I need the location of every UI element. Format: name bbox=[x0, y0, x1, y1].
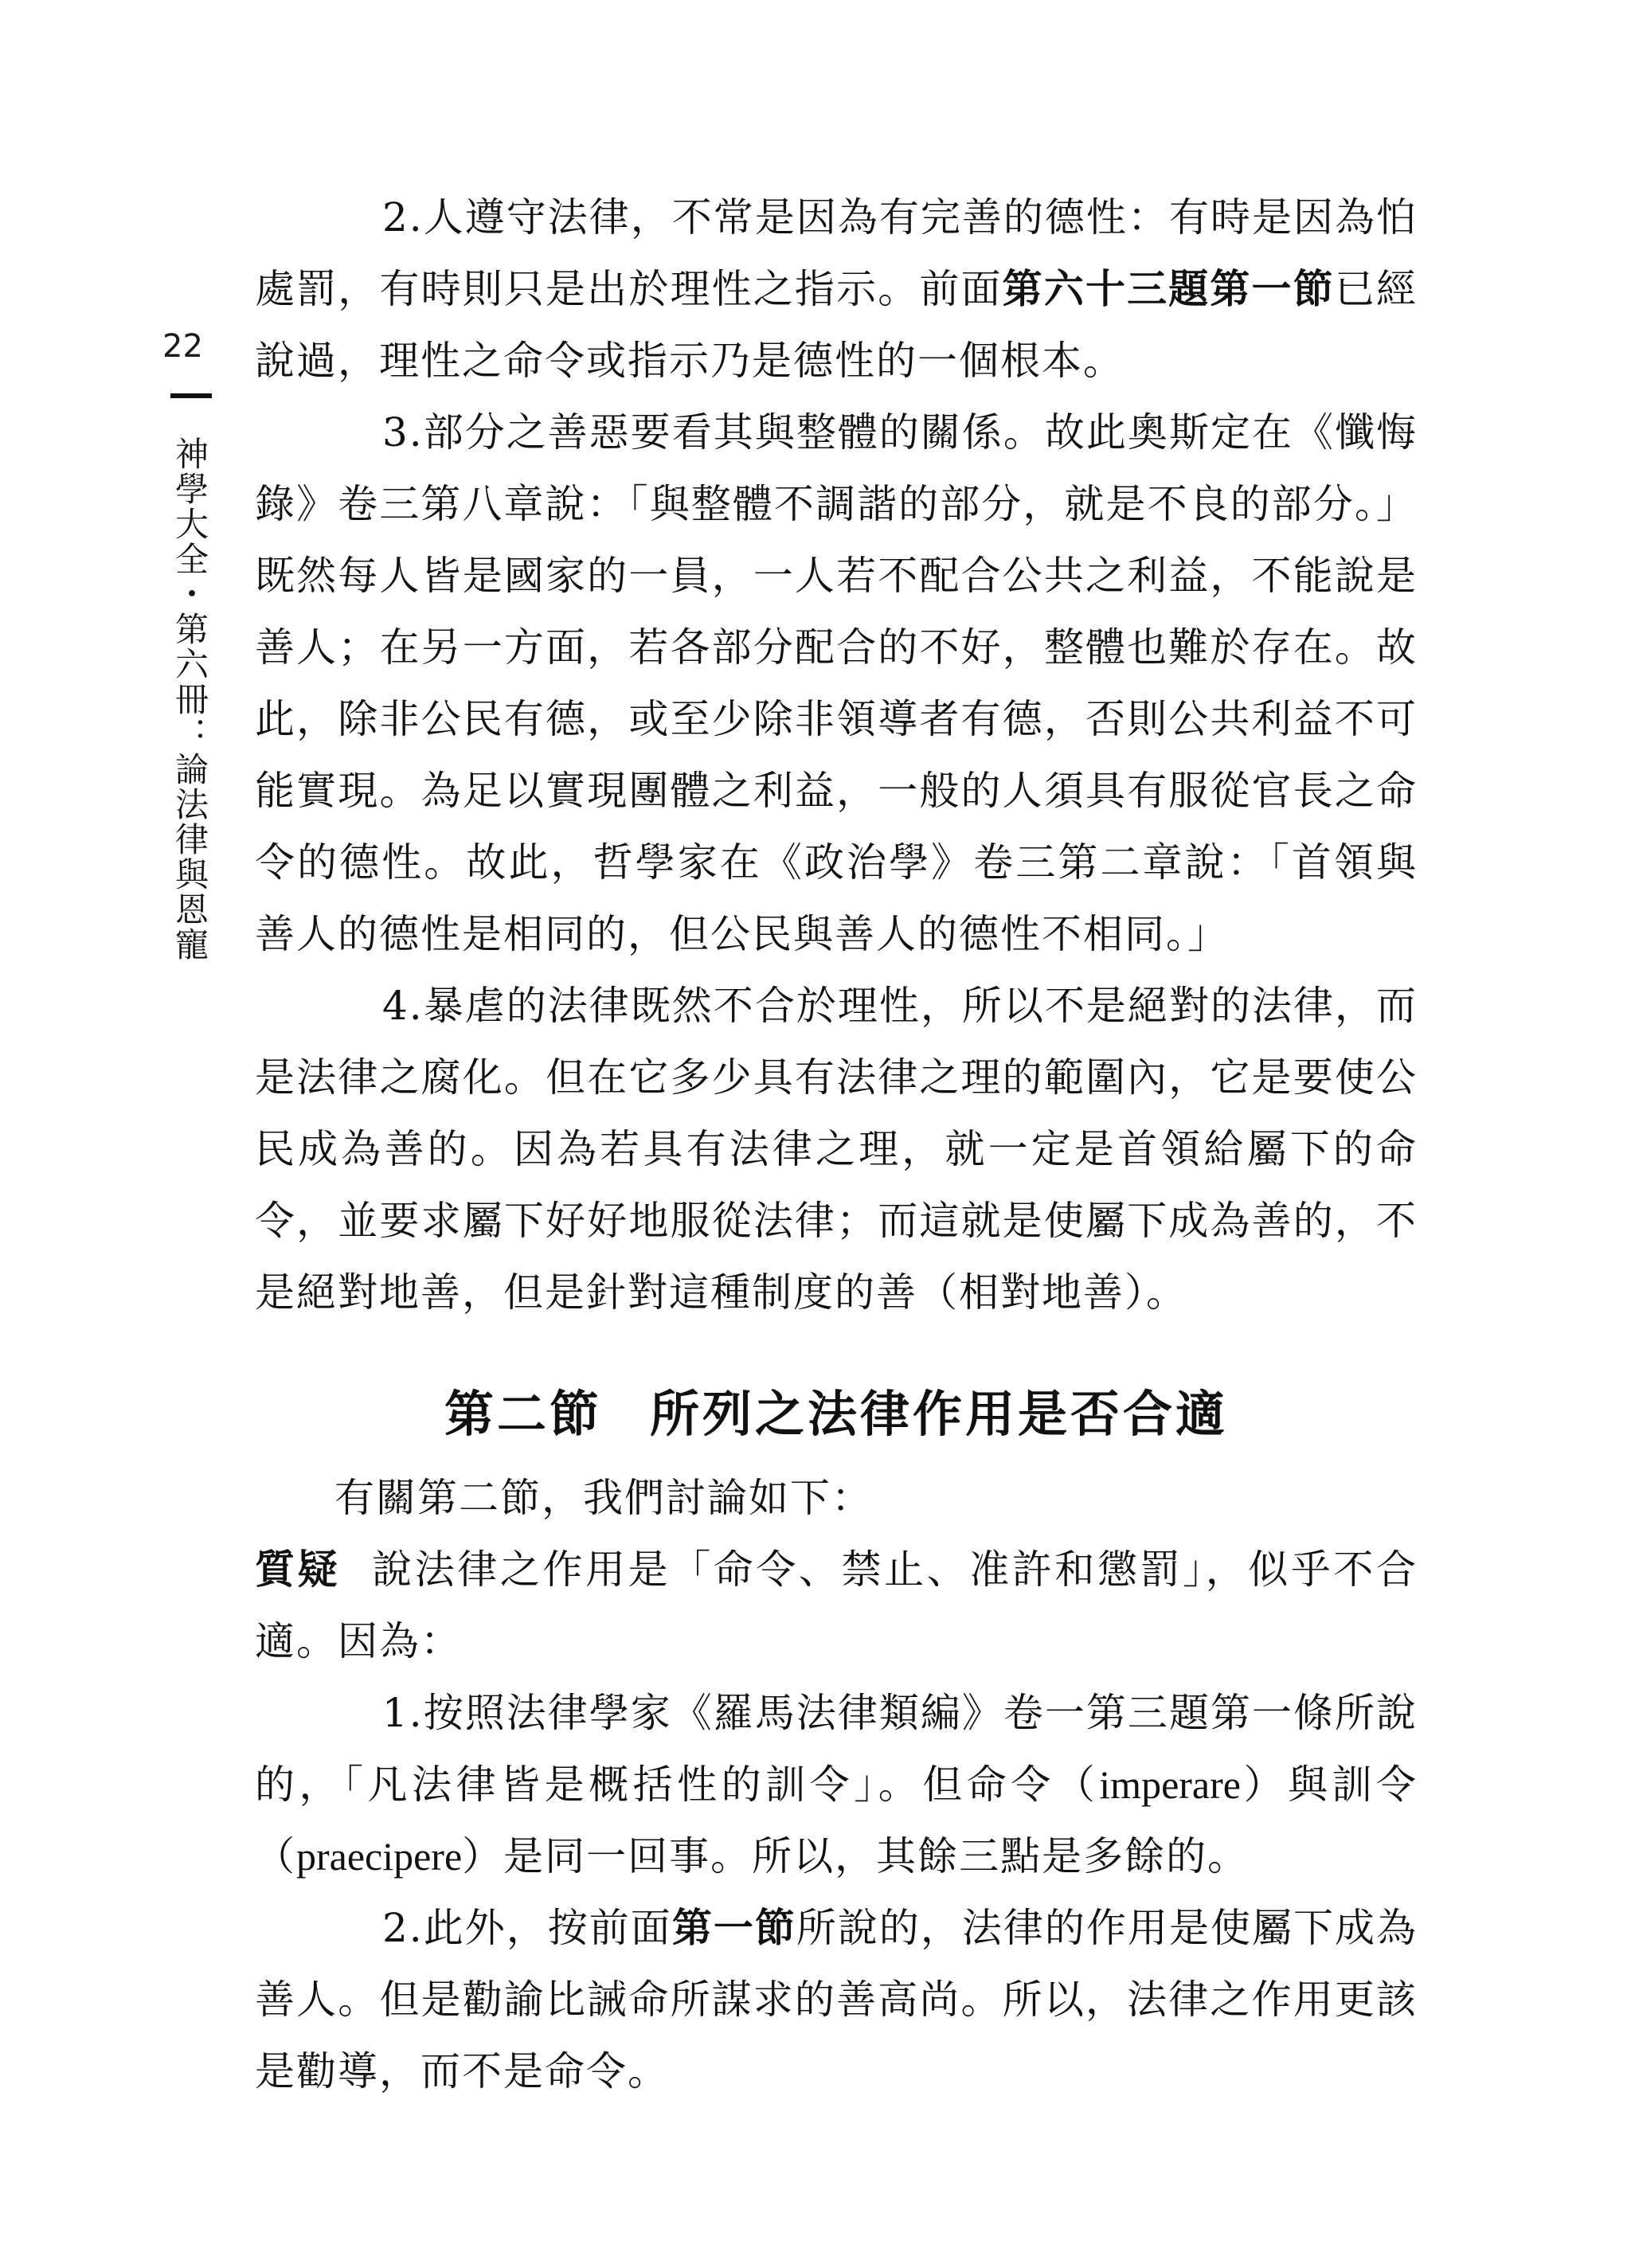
reply-paragraph-4 bbox=[255, 970, 1418, 1328]
paragraph-number: 2. bbox=[382, 194, 424, 240]
paragraph-text: 已經說過，理性之命令或指示乃是德性的一個根本。 bbox=[255, 266, 1418, 384]
paragraph-text: 按照法律學家《羅馬法律類編》卷一第三題第一條所說的，「凡法律皆是概括性的訓令」。但命令（ bbox=[255, 1690, 1418, 1808]
section-title: 所列之法律作用是否合適 bbox=[650, 1385, 1229, 1443]
objection-text: 說法律之作用是「命令、禁止、准許和懲罰」，似乎不合適。因為： bbox=[255, 1547, 1418, 1664]
running-title: 神學大全・第六冊：論法律與恩寵 bbox=[170, 436, 209, 962]
paragraph-number: 3. bbox=[382, 409, 424, 456]
paragraph-text: 所說的，法律的作用是使屬下成為善人。但是勸諭比誡命所謀求的善高尚。所以，法律之作用更該是勸導，而不是命令。 bbox=[255, 1905, 1418, 2094]
objection-point-1 bbox=[255, 1677, 1418, 1892]
objection-paragraph bbox=[255, 1534, 1418, 1677]
paragraph-text: 人遵守法律，不常是因為有完善的德性：有時是因為怕處罰，有時則只是出於理性之指示。前面 bbox=[255, 194, 1418, 312]
section-heading bbox=[255, 1374, 1418, 1454]
article-reference: 第一節 bbox=[671, 1904, 796, 1951]
page-number: 22 bbox=[162, 328, 203, 365]
paragraph-number: 4. bbox=[382, 983, 424, 1029]
reply-paragraph-2 bbox=[255, 182, 1418, 397]
objection-label: 質疑 bbox=[255, 1546, 341, 1593]
paragraph-number: 2. bbox=[382, 1905, 424, 1951]
paragraph-text: ）與訓令（ bbox=[255, 1762, 1418, 1879]
main-text bbox=[255, 182, 1418, 2107]
question-reference: 第六十三題第一節 bbox=[1002, 265, 1335, 312]
section-number: 第二節 bbox=[444, 1385, 602, 1443]
paragraph-number: 1. bbox=[382, 1690, 424, 1736]
latin-term: praecipere bbox=[296, 1834, 463, 1879]
reply-paragraph-3 bbox=[255, 397, 1418, 970]
paragraph-text: 部分之善惡要看其與整體的關係。故此奧斯定在《懺悔錄》卷三第八章說：「與整體不調諧的部分，就是不良的部分。」既然每人皆是國家的一員，一人若不配合公共之利益，不能說是善人；在另一方面，若各部分配合的不好，整體也難於存在。故此，除非公民有德，或至少除非領導者有德，否則公共利益不可能實現。為足以實現團體之利益，一般的人須具有服從官長之命令的德性。故此，哲學家在《政治學》卷三第二章說：「首領與善人的德性是相同的，但公民與善人的德性不相同。」 bbox=[255, 409, 1418, 957]
paragraph-text: 此外，按前面 bbox=[423, 1905, 672, 1951]
margin-rule bbox=[170, 393, 212, 398]
paragraph-text: 暴虐的法律既然不合於理性，所以不是絕對的法律，而是法律之腐化。但在它多少具有法律之理的範圍內，它是要使公民成為善的。因為若具有法律之理，就一定是首領給屬下的命令，並要求屬下好好地服從法律；而這就是使屬下成為善的，不是絕對地善，但是針對這種制度的善（相對地善）。 bbox=[255, 983, 1418, 1316]
paragraph-text: ）是同一回事。所以，其餘三點是多餘的。 bbox=[462, 1833, 1250, 1879]
objection-point-2 bbox=[255, 1892, 1418, 2107]
section-intro: 有關第二節，我們討論如下： bbox=[334, 1475, 873, 1521]
latin-term: imperare bbox=[1099, 1762, 1241, 1807]
